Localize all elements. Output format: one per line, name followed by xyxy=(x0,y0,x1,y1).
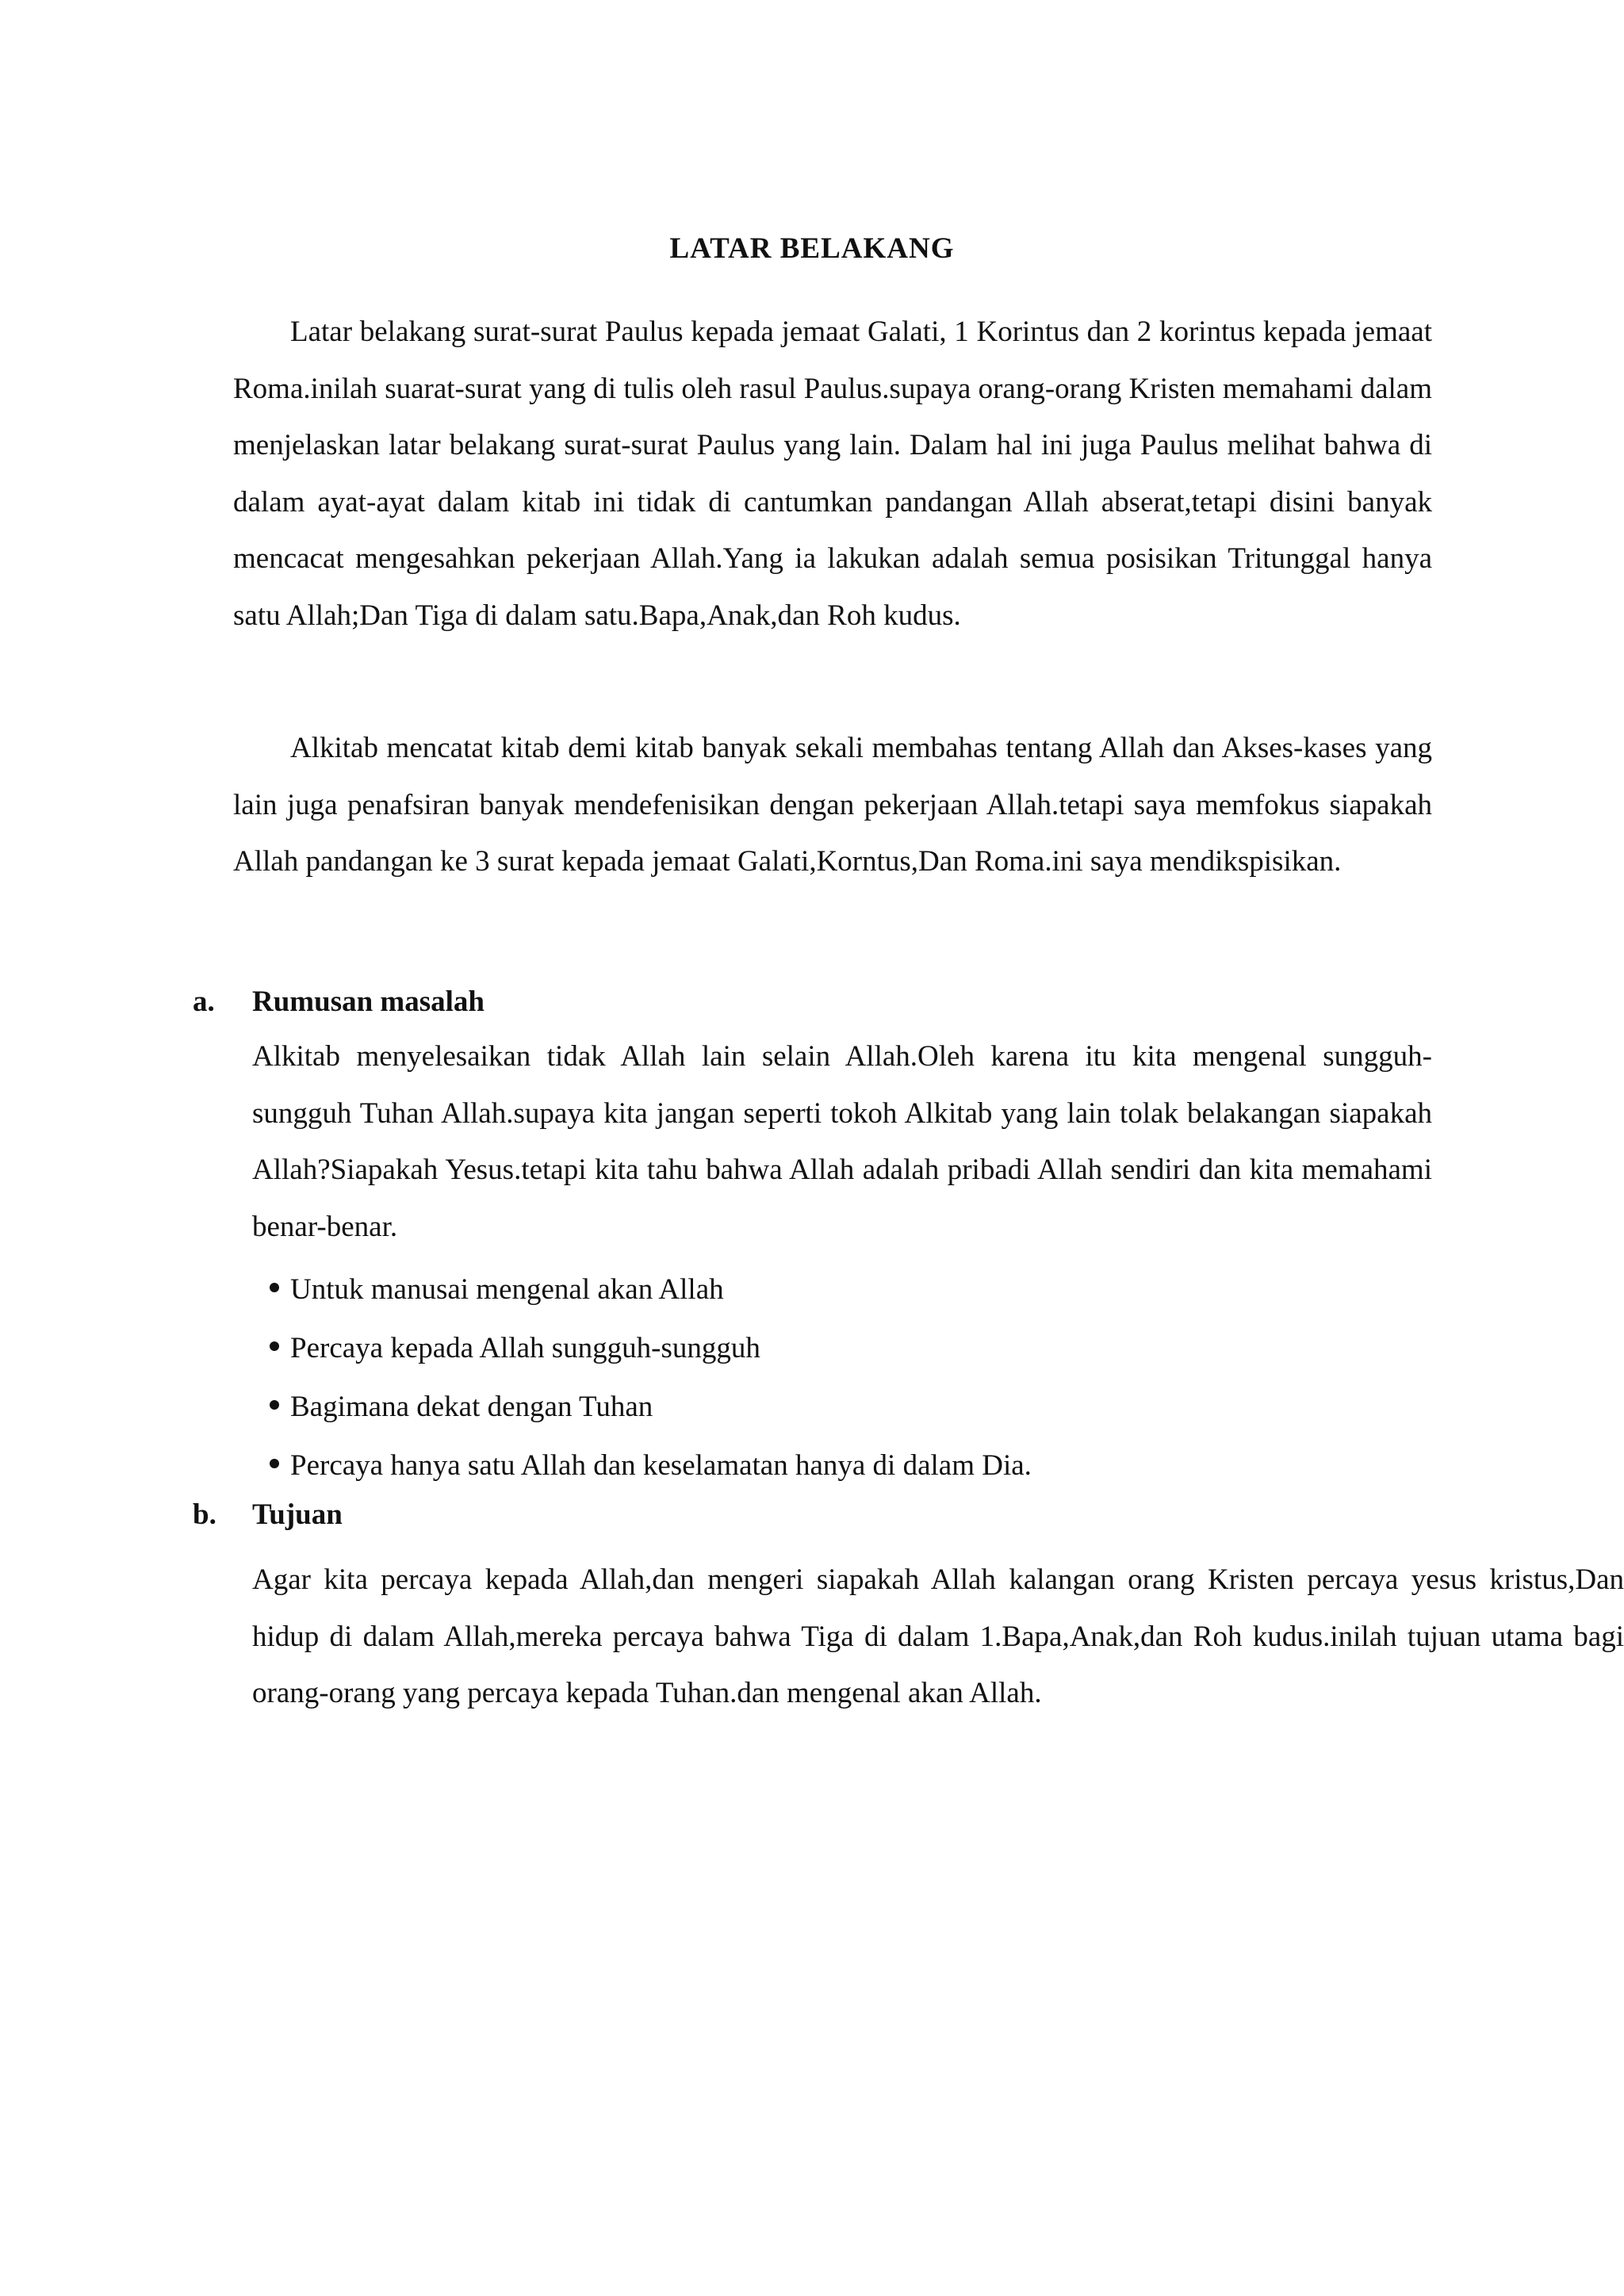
section-a-bullet-list xyxy=(270,1261,1032,1495)
bullet-icon xyxy=(270,1400,279,1410)
list-item-text: Percaya hanya satu Allah dan keselamatan hanya di dalam Dia. xyxy=(290,1449,1032,1482)
list-item xyxy=(270,1261,1032,1319)
intro-paragraph-1-text: Latar belakang surat-surat Paulus kepada jemaat Galati, 1 Korintus dan 2 korintus kepada jemaat Roma.inilah suarat-surat yang di tulis oleh rasul Paulus.supaya orang-orang Kristen memahami dalam menjelaskan latar belakang surat-surat Paulus yang lain. Dalam hal ini juga Paulus melihat bahwa di dalam ayat-ayat dalam kitab ini tidak di cantumkan pandangan Allah abserat,tetapi disini banyak mencacat mengesahkan pekerjaan Allah.Yang ia lakukan adalah semua posisikan Tritunggal hanya satu Allah;Dan Tiga di dalam satu.Bapa,Anak,dan Roh kudus. xyxy=(233,316,1432,632)
section-a-heading: Rumusan masalah xyxy=(252,985,485,1018)
section-b-paragraph: Agar kita percaya kepada Allah,dan mengeri siapakah Allah kalangan orang Kristen percaya yesus kristus,Dan hidup di dalam Allah,mereka percaya bahwa Tiga di dalam 1.Bapa,Anak,dan Roh kudus.inilah tujuan utama bagi orang-orang yang percaya kepada Tuhan.dan mengenal akan Allah. xyxy=(252,1563,1624,1709)
bullet-icon xyxy=(270,1341,279,1351)
section-a-paragraph: Alkitab menyelesaikan tidak Allah lain selain Allah.Oleh karena itu kita mengenal sungguh-sungguh Tuhan Allah.supaya kita jangan seperti tokoh Alkitab yang lain tolak belakangan siapakah Allah?Siapakah Yesus.tetapi kita tahu bahwa Allah adalah pribadi Allah sendiri dan kita memahami benar-benar. xyxy=(252,1040,1432,1243)
intro-paragraph-2 xyxy=(233,720,1432,890)
list-item xyxy=(270,1319,1032,1378)
bullet-icon xyxy=(270,1459,279,1468)
list-item-text: Bagimana dekat dengan Tuhan xyxy=(290,1391,653,1423)
section-b-letter: b. xyxy=(193,1498,216,1531)
list-item-text: Untuk manusai mengenal akan Allah xyxy=(290,1273,724,1306)
intro-paragraph-1 xyxy=(233,304,1432,644)
list-item xyxy=(270,1437,1032,1495)
list-item-text: Percaya kepada Allah sungguh-sungguh xyxy=(290,1332,760,1364)
page-title: LATAR BELAKANG xyxy=(669,232,955,265)
bullet-icon xyxy=(270,1283,279,1292)
intro-paragraph-2-text: Alkitab mencatat kitab demi kitab banyak sekali membahas tentang Allah dan Akses-kases yang lain juga penafsiran banyak mendefenisikan dengan pekerjaan Allah.tetapi saya memfokus siapakah Allah pandangan ke 3 surat kepada jemaat Galati,Korntus,Dan Roma.ini saya mendikspisikan. xyxy=(233,732,1432,878)
section-a-letter: a. xyxy=(193,985,215,1018)
section-b-heading: Tujuan xyxy=(252,1498,343,1531)
list-item xyxy=(270,1378,1032,1437)
